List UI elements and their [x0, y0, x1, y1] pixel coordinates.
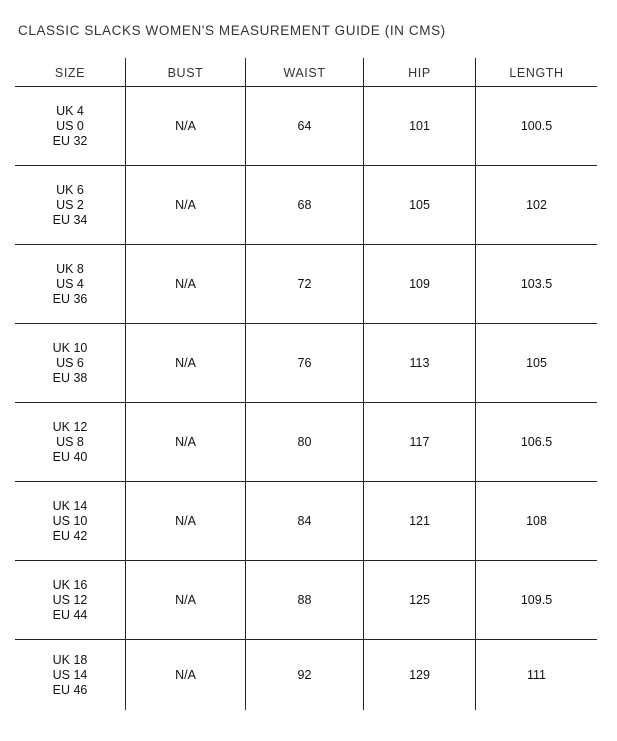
table-row	[15, 482, 597, 561]
size-uk: UK 16	[52, 577, 88, 592]
table-row	[15, 561, 597, 640]
header-hip: HIP	[363, 58, 475, 86]
size-cell	[15, 482, 125, 560]
header-bust: BUST	[125, 58, 245, 86]
hip-cell: 121	[363, 482, 475, 560]
page-title: CLASSIC SLACKS WOMEN'S MEASUREMENT GUIDE (IN CMS)	[18, 23, 446, 38]
hip-cell: 125	[363, 561, 475, 639]
size-us: US 2	[56, 197, 84, 212]
header-size: SIZE	[54, 66, 86, 80]
hip-cell: 105	[363, 166, 475, 244]
size-us: US 0	[56, 118, 84, 133]
size-stack	[53, 104, 88, 149]
table-row	[15, 245, 597, 324]
size-uk: UK 6	[56, 182, 84, 197]
size-us: US 4	[56, 276, 84, 291]
table-row	[15, 324, 597, 403]
size-eu: EU 36	[52, 291, 88, 306]
waist-cell: 92	[245, 640, 363, 710]
size-us: US 12	[52, 592, 88, 607]
bust-cell: N/A	[125, 640, 245, 710]
hip-cell: 117	[363, 403, 475, 481]
size-us: US 10	[52, 513, 88, 528]
hip-cell: 101	[363, 87, 475, 165]
measurement-table	[15, 58, 597, 710]
size-stack	[53, 578, 88, 623]
waist-cell: 76	[245, 324, 363, 402]
size-cell	[15, 561, 125, 639]
length-cell: 106.5	[475, 403, 597, 481]
header-waist: WAIST	[245, 58, 363, 86]
length-cell: 109.5	[475, 561, 597, 639]
bust-cell: N/A	[125, 403, 245, 481]
size-us: US 14	[52, 667, 88, 682]
table-row	[15, 640, 597, 710]
waist-cell: 88	[245, 561, 363, 639]
size-stack	[53, 341, 88, 386]
size-stack	[53, 420, 88, 465]
length-cell: 111	[475, 640, 597, 710]
size-cell	[15, 640, 125, 710]
size-stack	[53, 499, 88, 544]
waist-cell: 80	[245, 403, 363, 481]
table-row	[15, 403, 597, 482]
size-us: US 6	[56, 355, 84, 370]
size-eu: EU 40	[52, 449, 88, 464]
length-cell: 108	[475, 482, 597, 560]
length-cell: 105	[475, 324, 597, 402]
bust-cell: N/A	[125, 561, 245, 639]
length-cell: 103.5	[475, 245, 597, 323]
bust-cell: N/A	[125, 245, 245, 323]
hip-cell: 129	[363, 640, 475, 710]
size-uk: UK 14	[52, 498, 88, 513]
length-cell: 100.5	[475, 87, 597, 165]
size-uk: UK 4	[56, 103, 84, 118]
hip-cell: 113	[363, 324, 475, 402]
bust-cell: N/A	[125, 87, 245, 165]
size-stack	[53, 183, 88, 228]
size-uk: UK 18	[52, 652, 88, 667]
size-stack	[53, 653, 88, 698]
waist-cell: 72	[245, 245, 363, 323]
size-stack	[53, 262, 88, 307]
size-uk: UK 12	[52, 419, 88, 434]
size-cell	[15, 87, 125, 165]
header-length: LENGTH	[475, 58, 597, 86]
table-header	[15, 58, 597, 87]
size-us: US 8	[56, 434, 84, 449]
waist-cell: 84	[245, 482, 363, 560]
bust-cell: N/A	[125, 482, 245, 560]
waist-cell: 68	[245, 166, 363, 244]
size-uk: UK 8	[56, 261, 84, 276]
size-cell	[15, 403, 125, 481]
length-cell: 102	[475, 166, 597, 244]
size-eu: EU 32	[52, 133, 88, 148]
size-uk: UK 10	[52, 340, 88, 355]
waist-cell: 64	[245, 87, 363, 165]
size-cell	[15, 245, 125, 323]
size-cell	[15, 166, 125, 244]
size-eu: EU 34	[52, 212, 88, 227]
hip-cell: 109	[363, 245, 475, 323]
bust-cell: N/A	[125, 324, 245, 402]
bust-cell: N/A	[125, 166, 245, 244]
size-eu: EU 42	[52, 528, 88, 543]
table-row	[15, 166, 597, 245]
size-eu: EU 38	[52, 370, 88, 385]
size-eu: EU 44	[52, 607, 88, 622]
size-cell	[15, 324, 125, 402]
size-eu: EU 46	[52, 682, 88, 697]
table-row	[15, 87, 597, 166]
